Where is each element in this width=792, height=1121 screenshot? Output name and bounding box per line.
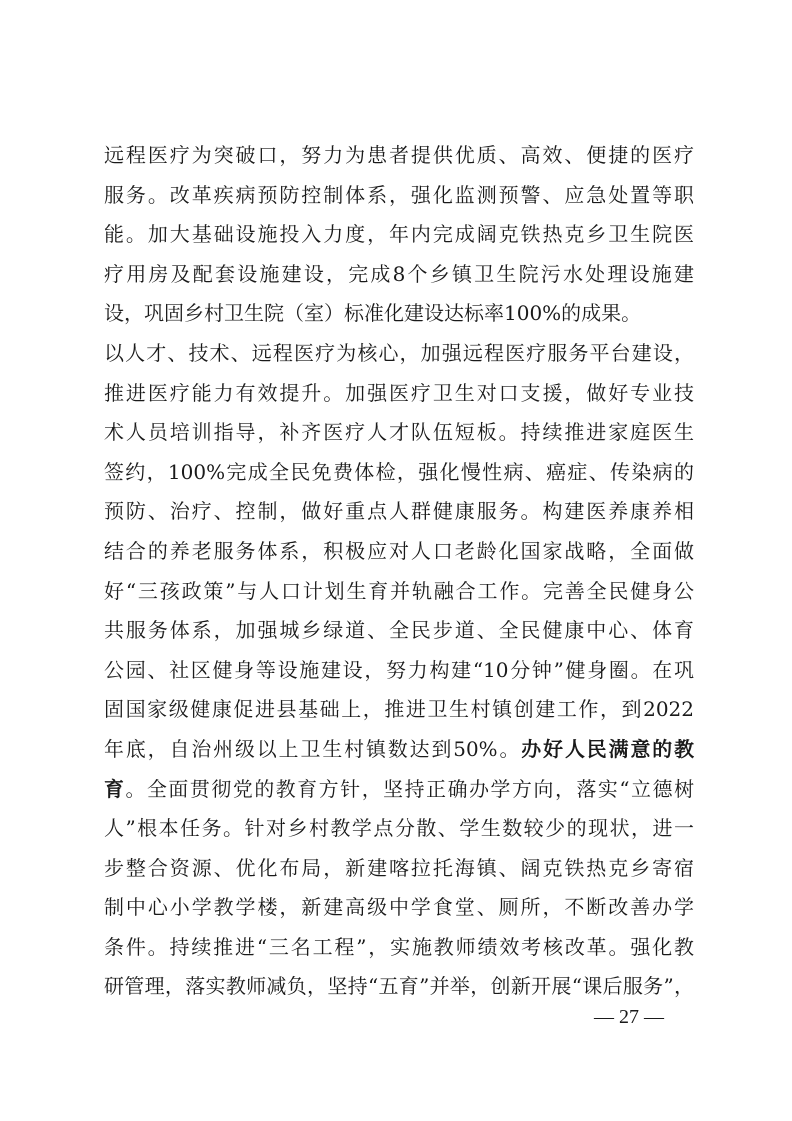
text-line: 设，巩固乡村卫生院（室）标准化建设达标率100%的成果。 xyxy=(104,301,642,326)
page-number: — 27 — xyxy=(594,1006,664,1028)
text-line: 结合的养老服务体系，积极应对人口老龄化国家战略，全面做 xyxy=(104,538,694,563)
text-line: 公园、社区健身等设施建设，努力构建“10分钟”健身圈。在巩 xyxy=(104,657,694,682)
text-line: 好“三孩政策”与人口计划生育并轨融合工作。完善全民健身公 xyxy=(104,578,694,603)
text-line: 以人才、技术、远程医疗为核心，加强远程医疗服务平台建设， xyxy=(104,340,694,365)
text-line: 步整合资源、优化布局，新建喀拉托海镇、阔克铁热克乡寄宿 xyxy=(104,855,694,880)
text-line: 预防、治疗、控制，做好重点人群健康服务。构建医养康养相 xyxy=(104,499,694,524)
text-line: 推进医疗能力有效提升。加强医疗卫生对口支援，做好专业技 xyxy=(104,380,694,405)
text-segment: 年底，自治州级以上卫生村镇数达到50%。 xyxy=(104,737,522,761)
text-line: 条件。持续推进“三名工程”，实施教师绩效考核改革。强化教 xyxy=(104,934,694,959)
text-line: 签约，100%完成全民免费体检，强化慢性病、癌症、传染病的 xyxy=(104,459,694,484)
text-line: 疗用房及配套设施建设，完成8个乡镇卫生院污水处理设施建 xyxy=(104,261,694,286)
text-line-with-heading xyxy=(104,770,694,810)
section-heading: 办好人民满意的教 xyxy=(521,736,694,761)
text-line: 术人员培训指导，补齐医疗人才队伍短板。持续推进家庭医生 xyxy=(104,420,694,445)
text-line: 共服务体系，加强城乡绿道、全民步道、全民健康中心、体育 xyxy=(104,618,694,643)
text-segment: 。全面贯彻党的教育方针，坚持正确办学方向，落实“立德树 xyxy=(125,777,694,801)
section-heading-continued: 育 xyxy=(104,776,126,801)
text-line: 固国家级健康促进县基础上，推进卫生村镇创建工作，到2022 xyxy=(104,697,694,722)
body-text xyxy=(104,136,694,1007)
text-line: 研管理，落实教师减负，坚持“五育”并举，创新开展“课后服务”， xyxy=(104,974,694,999)
text-line: 能。加大基础设施投入力度，年内完成阔克铁热克乡卫生院医 xyxy=(104,222,694,247)
text-line-with-heading xyxy=(104,730,694,770)
text-line: 远程医疗为突破口，努力为患者提供优质、高效、便捷的医疗 xyxy=(104,143,694,167)
text-line: 人”根本任务。针对乡村教学点分散、学生数较少的现状，进一 xyxy=(104,816,694,841)
text-line: 制中心小学教学楼，新建高级中学食堂、厕所，不断改善办学 xyxy=(104,895,694,920)
text-line: 服务。改革疾病预防控制体系，强化监测预警、应急处置等职 xyxy=(104,182,694,207)
